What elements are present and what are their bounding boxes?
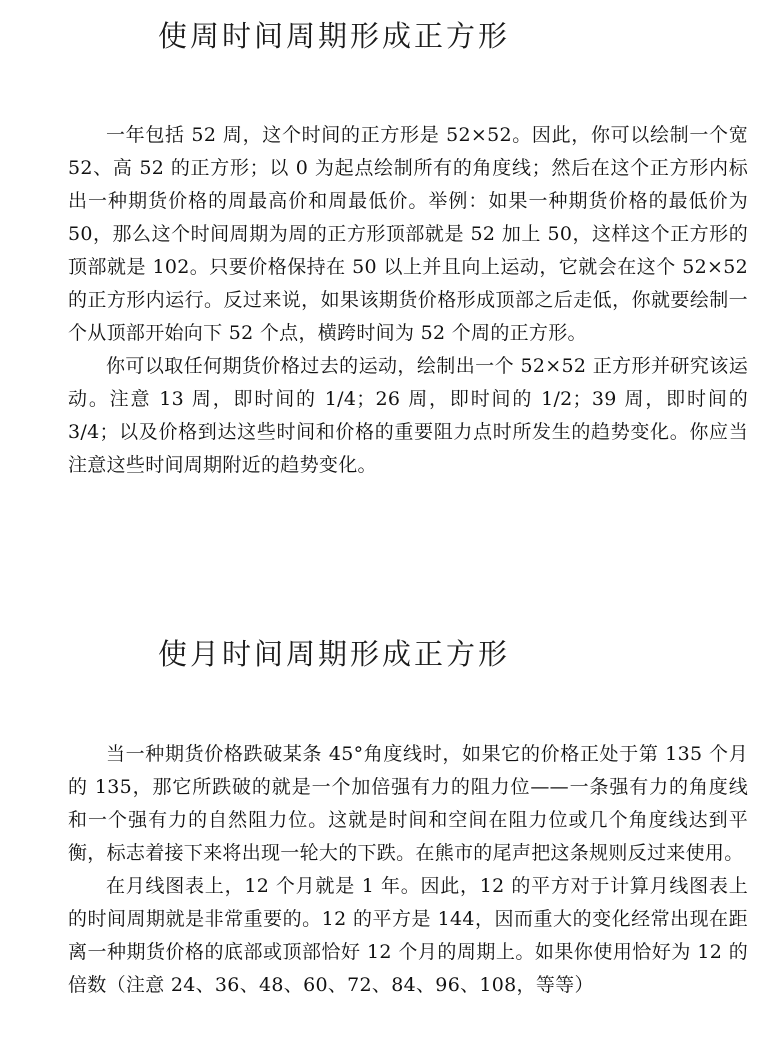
paragraph: 当一种期货价格跌破某条 45°角度线时，如果它的价格正处于第 135 个月的 135，那它所跌破的就是一个加倍强有力的阻力位——一条强有力的角度线和一个强有力的自然阻力位。这就是时间和空间在阻力位或几个角度线达到平衡，标志着接下来将出现一轮大的下跌。在熊市的尾声把这条规则反过来使用。 bbox=[68, 743, 748, 864]
paragraph: 你可以取任何期货价格过去的运动，绘制出一个 52×52 正方形并研究该运动。注意 13 周，即时间的 1/4；26 周，即时间的 1/2；39 周，即时间的 3/4；以及价格到达这些时间和价格的重要阻力点时所发生的趋势变化。你应当注意这些时间周期附近的趋势变化。 bbox=[68, 355, 748, 476]
paragraph: 在月线图表上，12 个月就是 1 年。因此，12 的平方对于计算月线图表上的时间周期就是非常重要的。12 的平方是 144，因而重大的变化经常出现在距离一种期货价格的底部或顶部恰好 12 个月的周期上。如果你使用恰好为 12 的倍数（注意 24、36、48、60、72、84、96、108，等等） bbox=[68, 875, 748, 996]
section-heading-weekly-square: 使周时间周期形成正方形 bbox=[157, 19, 510, 53]
section-weekly-square bbox=[68, 119, 748, 482]
section-heading-monthly-square: 使月时间周期形成正方形 bbox=[157, 637, 510, 671]
paragraph: 一年包括 52 周，这个时间的正方形是 52×52。因此，你可以绘制一个宽 52、高 52 的正方形；以 0 为起点绘制所有的角度线；然后在这个正方形内标出一种期货价格的周最高价和周最低价。举例：如果一种期货价格的最低价为 50，那么这个时间周期为周的正方形顶部就是 52 加上 50，这样这个正方形的顶部就是 102。只要价格保持在 50 以上并且向上运动，它就会在这个 52×52 的正方形内运行。反过来说，如果该期货价格形成顶部之后走低，你就要绘制一个从顶部开始向下 52 个点，横跨时间为 52 个周的正方形。 bbox=[68, 124, 748, 344]
section-monthly-square bbox=[68, 738, 748, 1002]
